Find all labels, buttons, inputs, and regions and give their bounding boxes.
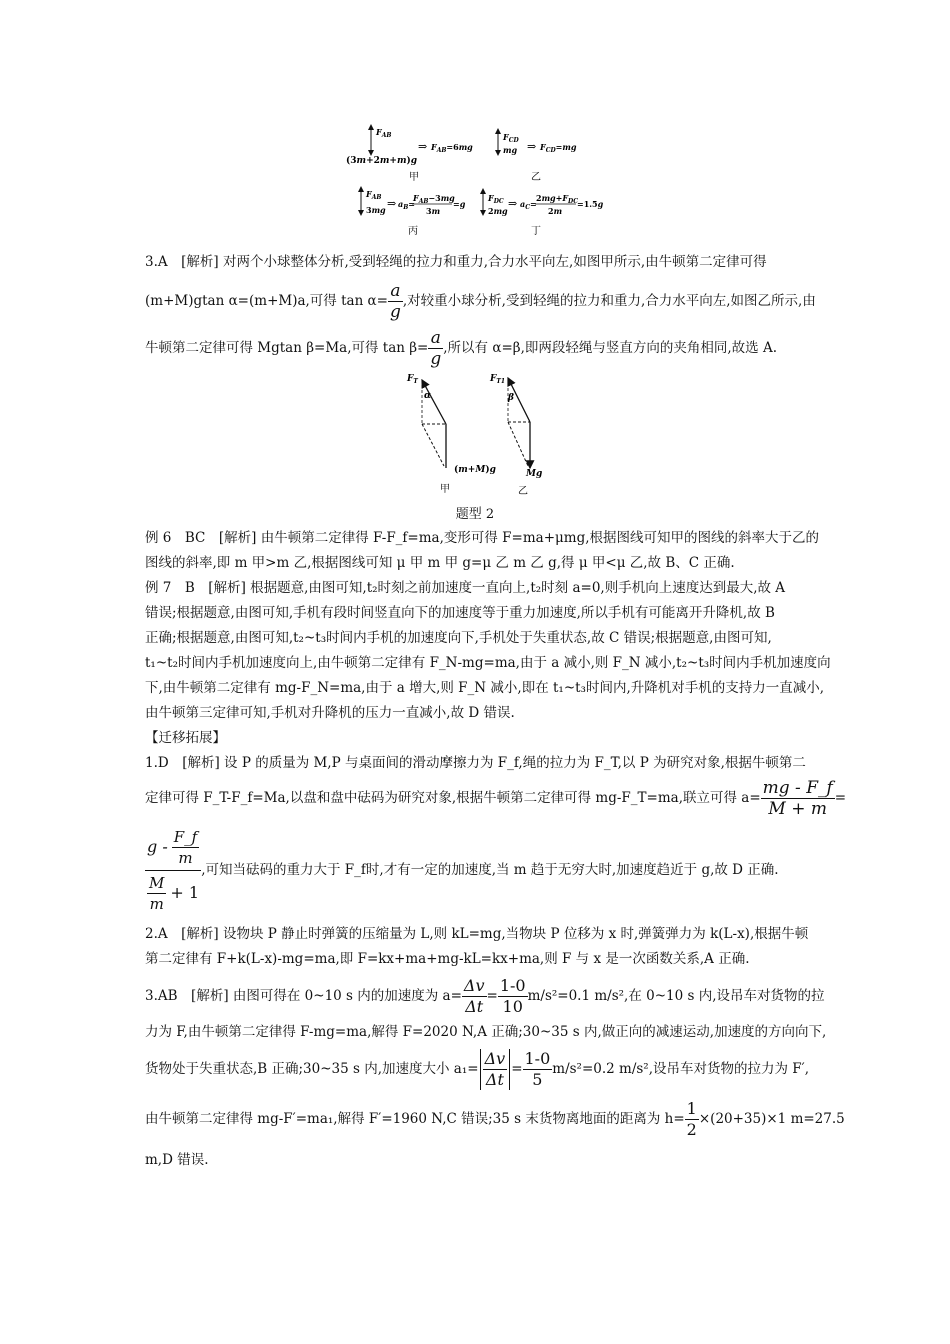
ext3-line2: 力为 F,由牛顿第二定律得 F-mg=ma,解得 F=2020 N,A 正确;30~35 s 内,做正向的减速运动,加速度的方向向下, (145, 1024, 827, 1040)
svg-text:FAB−3mg: $F_{AB}-3mg$ (413, 193, 455, 205)
svg-text:FCD: $F_{CD}$ (503, 132, 519, 144)
svg-text:3mg: 3mg (366, 205, 386, 215)
fraction-a-over-g: $\frac{a}{g}$ (390, 280, 401, 322)
ext3-line5: m,D 错误. (145, 1152, 209, 1168)
ex7-line2: 错误;根据题意,由图可知,手机有段时间竖直向下的加速度等于重力加速度,所以手机有可能离开升降机,故 B (145, 605, 775, 621)
fraction-1-0-over-5: $\frac{1-0}{5}$ (524, 1048, 551, 1089)
ext3-line1: 3.AB [解析] 由图可得在 0~10 s 内的加速度为 a= $\frac{\Delta v}{\Delta t}$ = $\frac{1-0}{10}$ m/s²=0.1 m/s²,在 0~10 s 内,设吊车对货物的拉 (145, 975, 825, 1016)
q3-line2-start: (m+M)gtan α=(m+M)a,可得 tan α= (145, 293, 388, 309)
diagram-bing (358, 186, 466, 235)
q3-line1: 3.A [解析] 对两个小球整体分析,受到轻绳的拉力和重力,合力水平向左,如图甲所示,由牛顿第二定律可得 (145, 254, 767, 270)
svg-text:2mg: 2mg (488, 206, 508, 216)
extension-title: 【迁移拓展】 (145, 730, 226, 746)
compound-fraction: g - $\frac{F\_f}{m}$ $\frac{M}{m}$ + 1 (145, 827, 201, 914)
svg-text:FAB: $F_{AB}$ (376, 127, 392, 139)
svg-text:=1.5g: =1.5g (577, 199, 604, 209)
fraction-a-over-g-2: $\frac{a}{g}$ (430, 327, 442, 369)
force-triangle-figure (400, 368, 560, 498)
ext1-line2-start: 定律可得 F_T-F_f=Ma,以盘和盘中砝码为研究对象,根据牛顿第二定律可得 mg-F_T=ma,联立可得 a= (145, 790, 761, 806)
fraction-a-expression: $\frac{mg - F\_f}{M + m}$ (762, 777, 833, 819)
ex7-line6: 由牛顿第三定律可知,手机对升降机的压力一直减小,故 D 错误. (145, 705, 515, 721)
fraction-one-half: $\frac{1}{2}$ (686, 1098, 697, 1139)
ext1-line1: 1.D [解析] 设 P 的质量为 M,P 与桌面间的滑动摩擦力为 F_f,绳的拉力为 F_T,以 P 为研究对象,根据牛顿第二 (145, 755, 806, 771)
label-yi: 乙 (531, 172, 541, 183)
svg-text:FAB: $F_{AB}$ (366, 189, 382, 201)
section-title-tixing2: 题型 2 (455, 507, 495, 522)
svg-text:⇒: ⇒ (418, 140, 428, 153)
ext2-line1: 2.A [解析] 设物块 P 静止时弹簧的压缩量为 L,则 kL=mg,当物块 P 位移为 x 时,弹簧弹力为 k(L-x),根据牛顿 (145, 926, 809, 942)
svg-text:aB=: $a_B=$ (398, 199, 415, 211)
svg-text:⇒: ⇒ (527, 140, 537, 153)
ext2-line2: 第二定律有 F+k(L-x)-mg=ma,即 F=kx+ma+mg-kL=kx+ma,则 F 与 x 是一次函数关系,A 正确. (145, 951, 750, 967)
absolute-value: $\frac{\Delta v}{\Delta t}$ (480, 1049, 511, 1090)
ext3-line1-end: m/s²=0.1 m/s²,在 0~10 s 内,设吊车对货物的拉 (527, 988, 825, 1004)
svg-text:(m+M)g: (m+M)g (454, 465, 496, 475)
svg-text:3m: 3m (426, 206, 441, 216)
svg-text:aC=: $a_C=$ (520, 199, 537, 211)
label-yi-2: 乙 (518, 486, 528, 497)
ext3-line4 (145, 1096, 845, 1142)
svg-text:β: β (508, 393, 514, 403)
force-diagram-top (340, 120, 620, 235)
label-ding: 丁 (531, 226, 541, 235)
q3-line2-end: ,对较重小球分析,受到轻绳的拉力和重力,合力水平向左,如图乙所示,由 (402, 293, 816, 309)
q3-line2 (145, 280, 816, 322)
svg-text:FAB=6mg: $F_{AB}=6mg$ (431, 142, 473, 154)
ex7-line3: 正确;根据题意,由图可知,t₂~t₃时间内手机的加速度向下,手机处于失重状态,故 C 错误;根据题意,由图可知, (145, 630, 772, 646)
triangle-jia (406, 374, 496, 495)
svg-text:FT: $F_T$ (407, 374, 418, 385)
svg-text:⇒: ⇒ (387, 197, 397, 210)
svg-text:2m: 2m (548, 206, 563, 216)
label-jia: 甲 (409, 172, 419, 183)
svg-text:FDC: $F_{DC}$ (488, 193, 504, 205)
ex7-line4: t₁~t₂时间内手机加速度向上,由牛顿第二定律有 F_N-mg=ma,由于 a 减小,则 F_N 减小,t₂~t₃时间内手机加速度向 (145, 655, 831, 671)
fraction-dv-dt: $\frac{\Delta v}{\Delta t}$ (463, 975, 485, 1016)
label-bing: 丙 (408, 226, 418, 235)
q3-line3 (145, 328, 777, 368)
q3-line3-start: 牛顿第二定律可得 Mgtan β=Ma,可得 tan β= (145, 340, 429, 356)
svg-text:2mg+FDC: $2mg+F_{DC}$ (536, 193, 579, 205)
ext3-line3-start: 货物处于失重状态,B 正确;30~35 s 内,加速度大小 a₁= (145, 1061, 479, 1077)
ext1-line2 (145, 775, 846, 821)
ext3-line4-end: ×(20+35)×1 m=27.5 (698, 1111, 845, 1127)
ex7-line5: 下,由牛顿第二定律有 mg-F_N=ma,由于 a 增大,则 F_N 减小,即在 t₁~t₃时间内,升降机对手机的支持力一直减小, (145, 680, 825, 696)
svg-text:FCD=mg: $F_{CD}=mg$ (540, 142, 577, 154)
svg-text:⇒: ⇒ (508, 197, 518, 210)
ext3-line4-start: 由牛顿第二定律得 mg-F′=ma₁,解得 F′=1960 N,C 错误;35 s 末货物离地面的距离为 h= (145, 1111, 685, 1127)
diagram-yi (495, 128, 577, 183)
svg-text:=g: =g (453, 199, 466, 209)
svg-text:(3m+2m+m)g: (3m+2m+m)g (346, 156, 418, 166)
ext3-line3-end: m/s²=0.2 m/s²,设吊车对货物的拉力为 F′, (552, 1061, 810, 1077)
equals-sign: = (834, 790, 847, 806)
diagram-jia (346, 124, 473, 183)
ex6-line2: 图线的斜率,即 m 甲>m 乙,根据图线可知 μ 甲 m 甲 g=μ 乙 m 乙 g,得 μ 甲<μ 乙,故 B、C 正确. (145, 555, 735, 571)
svg-text:Mg: Mg (526, 469, 543, 479)
triangle-yi (489, 374, 542, 497)
diagram-ding (480, 188, 604, 235)
ex7-line1: 例 7 B [解析] 根据题意,由图可知,t₂时刻之前加速度一直向上,t₂时刻 a=0,则手机向上速度达到最大,故 A (145, 580, 786, 596)
ext3-line1-start: 3.AB [解析] 由图可得在 0~10 s 内的加速度为 a= (145, 988, 462, 1004)
svg-text:α: α (424, 391, 431, 401)
fraction-1-0-over-10: $\frac{1-0}{10}$ (499, 975, 526, 1016)
svg-text:mg: mg (503, 145, 518, 155)
ext3-line3: 货物处于失重状态,B 正确;30~35 s 内,加速度大小 a₁= $\frac{\Delta v}{\Delta t}$ = $\frac{1-0}{5}$ m/s²=0.2 m/s²,设吊车对货物的拉力为 F′, (145, 1048, 810, 1089)
q3-line3-end: ,所以有 α=β,即两段轻绳与竖直方向的夹角相同,故选 A. (443, 340, 777, 356)
ext1-line3-text: ,可知当砝码的重力大于 F_f时,才有一定的加速度,当 m 趋于无穷大时,加速度趋近于 g,故 D 正确. (201, 862, 779, 878)
label-jia-2: 甲 (440, 484, 450, 495)
ext1-line3 (145, 822, 779, 918)
svg-text:FT1: $F_{T1}$ (490, 374, 506, 385)
ex6-line1: 例 6 BC [解析] 由牛顿第二定律得 F-F_f=ma,变形可得 F=ma+μmg,根据图线可知甲的图线的斜率大于乙的 (145, 530, 820, 546)
